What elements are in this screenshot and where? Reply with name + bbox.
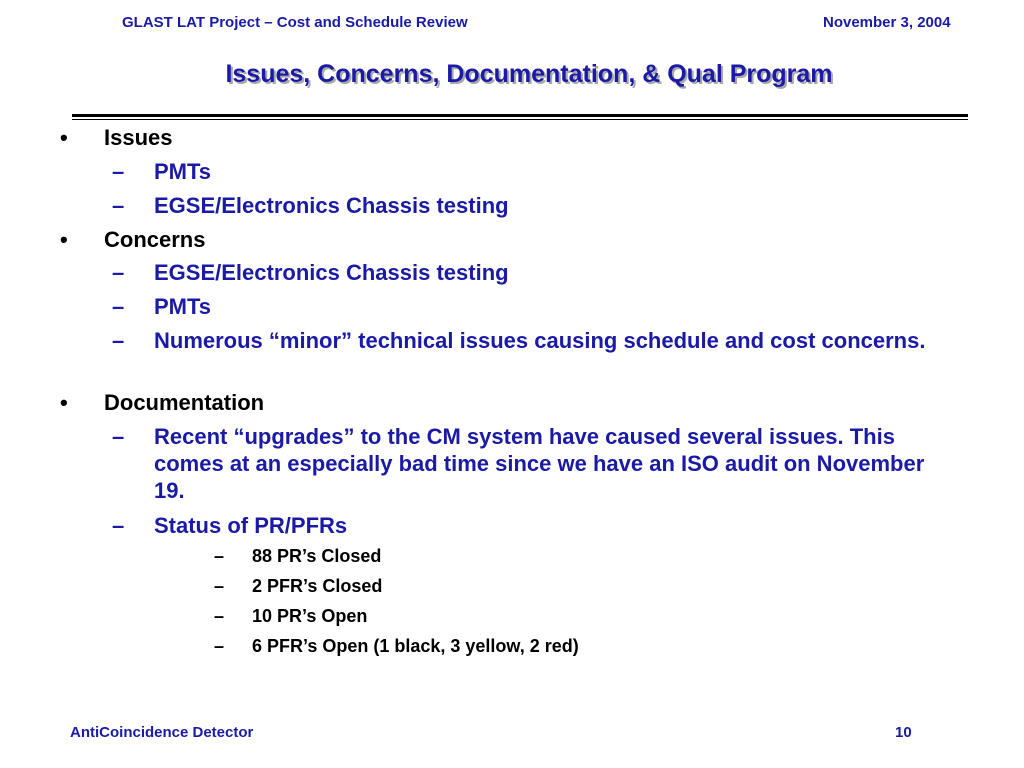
header-project-title: GLAST LAT Project – Cost and Schedule Review	[122, 14, 468, 31]
bullet-documentation-label: Documentation	[104, 390, 265, 415]
bullet-glyph: •	[60, 125, 68, 150]
bullet-concerns-label: Concerns	[104, 227, 206, 252]
status-item-text: 2 PFR’s Closed	[252, 576, 383, 596]
bullet-issues-label: Issues	[104, 125, 173, 150]
dash-glyph: –	[112, 193, 125, 218]
dash-glyph: –	[214, 546, 225, 566]
dash-glyph: –	[214, 606, 225, 626]
dash-glyph: –	[112, 294, 125, 319]
dash-glyph: –	[214, 576, 225, 596]
sub-bullet-text: Numerous “minor” technical issues causing schedule and cost concerns.	[154, 328, 926, 353]
dash-glyph: –	[214, 636, 225, 656]
sub-bullet-text: PMTs	[154, 159, 212, 184]
footer-detector-name: AntiCoincidence Detector	[70, 724, 254, 741]
dash-glyph: –	[112, 159, 125, 184]
dash-glyph: –	[112, 424, 125, 449]
dash-glyph: –	[112, 513, 125, 538]
sub-bullet-text: PMTs	[154, 294, 212, 319]
dash-glyph: –	[112, 260, 125, 285]
bullet-glyph: •	[60, 390, 68, 415]
slide-title: Issues, Concerns, Documentation, & Qual Program	[225, 60, 833, 88]
sub-bullet-text: Recent “upgrades” to the CM system have caused several issues. This comes at an especially bad time since we have an ISO audit on November 19.	[154, 424, 925, 503]
footer-page-number: 10	[895, 724, 912, 741]
bullet-glyph: •	[60, 227, 68, 252]
sub-bullet-text: EGSE/Electronics Chassis testing	[154, 260, 509, 285]
header-date: November 3, 2004	[823, 14, 951, 31]
status-item-text: 6 PFR’s Open (1 black, 3 yellow, 2 red)	[252, 636, 579, 656]
dash-glyph: –	[112, 328, 125, 353]
status-item-text: 10 PR’s Open	[252, 606, 368, 626]
sub-bullet-text: EGSE/Electronics Chassis testing	[154, 193, 509, 218]
sub-bullet-text: Status of PR/PFRs	[154, 513, 348, 538]
status-item-text: 88 PR’s Closed	[252, 546, 382, 566]
